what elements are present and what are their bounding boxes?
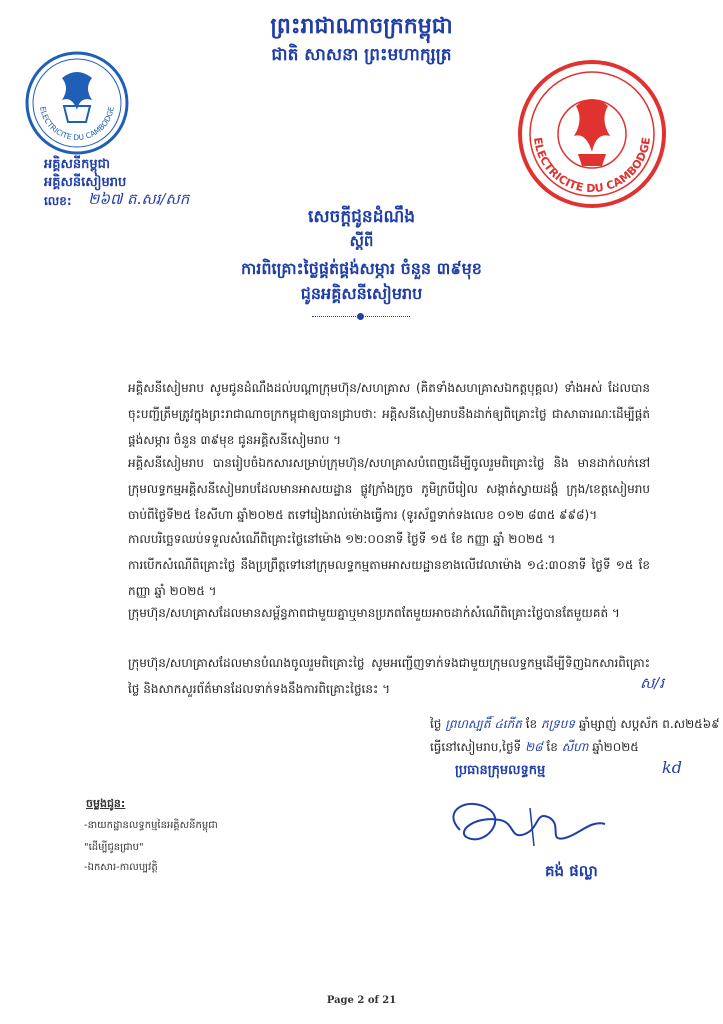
page-number: Page 2 of 21 [326, 995, 397, 1006]
paragraph-1: អគ្គិសនីសៀមរាប សូមជូនដំណឹងដល់បណ្តាក្រុមហ៊ុន/សហគ្រាស (គិតទាំងសហគ្រាសឯកត្តបុគ្គល) ទាំងអស់ ដែលបានចុះបញ្ជីត្រឹមត្រូវក្នុងព្រះរាជាណាចក្រកម្ពុជាឲ្យបានជ្រាបថា: អគ្គិសនីសៀមរាបនឹងដាក់ឲ្យពិគ្រោះថ្លៃ ជាសាធារណៈដើម្បីផ្គត់ផ្គង់សម្ភារ ចំនួន ៣៩មុខ ជូនអគ្គិសនីសៀមរាប ។ [128, 381, 650, 447]
cc-recipient-note: "ដើម្បីជូនជ្រាប" [84, 842, 144, 853]
solar-day-handwritten: ២៨ [525, 740, 543, 754]
cc-recipient-1: -នាយកដ្ឋានលទ្ធកម្មនៃអគ្គិសនីកម្ពុជា [84, 820, 218, 831]
lunar-day-handwritten: ព្រហស្បតិ៍ ៤កើត [445, 717, 522, 731]
blue-seal-text: ELECTRICITE DU CAMBODGE [38, 105, 116, 143]
lunar-month-handwritten: ភទ្របទ [540, 717, 575, 731]
paragraph-5: ក្រុមហ៊ុន/សហគ្រាសដែលមានសម្ព័ន្ធភាពជាមួយគ្នាឬមានប្រភពតែមួយអាចដាក់សំណើពិគ្រោះថ្លៃបានតែមួយគត់ ។ [128, 606, 620, 620]
paragraph-4: ការបើកសំណើពិគ្រោះថ្លៃ នឹងប្រព្រឹត្តទៅនៅក្រុមលទ្ធកម្មតាមអាសយដ្ឋានខាងលើវេលាម៉ោង ១៤:៣០នាទី ថ្ងៃទី ១៥ ខែ កញ្ញា ឆ្នាំ ២០២៥ ។ [128, 558, 650, 598]
official-red-seal [512, 54, 672, 214]
paragraph-6: ក្រុមហ៊ុន/សហគ្រាសដែលមានបំណងចូលរួមពិគ្រោះថ្លៃ សូមអញ្ជើញទាក់ទងជាមួយក្រុមលទ្ធកម្មដើម្បីទិញឯកសារពិគ្រោះថ្លៃ និងសាកសួរព័ត៌មានដែលទាក់ទងនឹងការពិគ្រោះថ្លៃនេះ ។ [128, 656, 650, 696]
national-motto: ជាតិ សាសនា ព្រះមហាក្សត្រ [271, 45, 452, 65]
solar-prefix: ធ្វើនៅសៀមរាប,ថ្ងៃទី [430, 740, 522, 754]
notice-recipient: ជូនអគ្គិសនីសៀមរាប [300, 284, 423, 303]
paragraph-2: អគ្គិសនីសៀមរាប បានរៀបចំឯកសារសម្រាប់ក្រុមហ៊ុន/សហគ្រាសបំពេញដើម្បីចូលរួមពិគ្រោះថ្លៃ និង មានដាក់លក់នៅក្រុមលទ្ធកម្មអគ្គិសនីសៀមរាបដែលមានអាសយដ្ឋាន ផ្លូវក្រាំងក្រូច ភូមិក្របីរៀល សង្កាត់ស្វាយដង្គំ ក្រុង/ខេត្តសៀមរាប ចាប់ពីថ្ងៃទី២៥ ខែសីហា ឆ្នាំ២០២៥ តទៅរៀងរាល់ម៉ោងធ្វើការ (ទូរស័ព្ទទាក់ទងលេខ ០១២ ៨៣៥ ៩៩៨)។ [128, 456, 650, 522]
lunar-prefix: ថ្ងៃ [430, 717, 442, 731]
notice-subject-label: ស្តីពី [349, 232, 374, 250]
reference-number: ២៦៧ ត.សរ/សក [88, 190, 190, 208]
solar-suffix: ឆ្នាំ២០២៥ [592, 740, 639, 754]
solar-month-label: ខែ [546, 740, 558, 754]
solar-date-line [430, 739, 639, 757]
red-seal-text: ELECTRICITE DU CAMBODGE [531, 136, 653, 196]
lunar-suffix: ឆ្នាំម្សាញ់ សប្តស័ក ព.ស២៥៦៩ [578, 717, 720, 731]
solar-month-handwritten: សីហា [561, 740, 589, 754]
reference-label: លេខ: [44, 194, 72, 208]
kingdom-heading: ព្រះរាជាណាចក្រកម្ពុជា [270, 14, 453, 39]
cc-title: ចម្លងជូន: [86, 797, 126, 810]
notice-title: សេចក្តីជូនដំណឹង [307, 207, 416, 227]
sender-org: អគ្គិសនីកម្ពុជា [44, 157, 111, 172]
lunar-date-line [430, 716, 720, 734]
paragraph-3: កាលបរិច្ឆេទឈប់ទទួលសំណើពិគ្រោះថ្លៃនៅម៉ោង ១២:០០នាទី ថ្ងៃទី ១៥ ខែ កញ្ញា ឆ្នាំ ២០២៥ ។ [128, 532, 556, 546]
cc-recipient-2: -ឯកសារ-កាលប្បវត្តិ [84, 862, 158, 873]
edc-logo-seal [22, 48, 132, 158]
lunar-month-label: ខែ [525, 717, 538, 731]
notice-subject: ការពិគ្រោះថ្លៃផ្គត់ផ្គង់សម្ភារ ចំនួន ៣៩មុខ [241, 259, 482, 278]
sender-branch: អគ្គិសនីសៀមរាប [44, 175, 127, 190]
chair-title: ប្រធានក្រុមលទ្ធកម្ម [455, 763, 546, 778]
svg-text:ELECTRICITE DU CAMBODGE [38, 106, 116, 142]
handwritten-signature [430, 790, 630, 860]
title-divider-dot [357, 313, 364, 320]
chair-initials: kd [662, 758, 682, 777]
paragraph-initial-mark: ស/រ [640, 674, 665, 692]
signer-name: គង់ ផល្លា [545, 862, 598, 880]
